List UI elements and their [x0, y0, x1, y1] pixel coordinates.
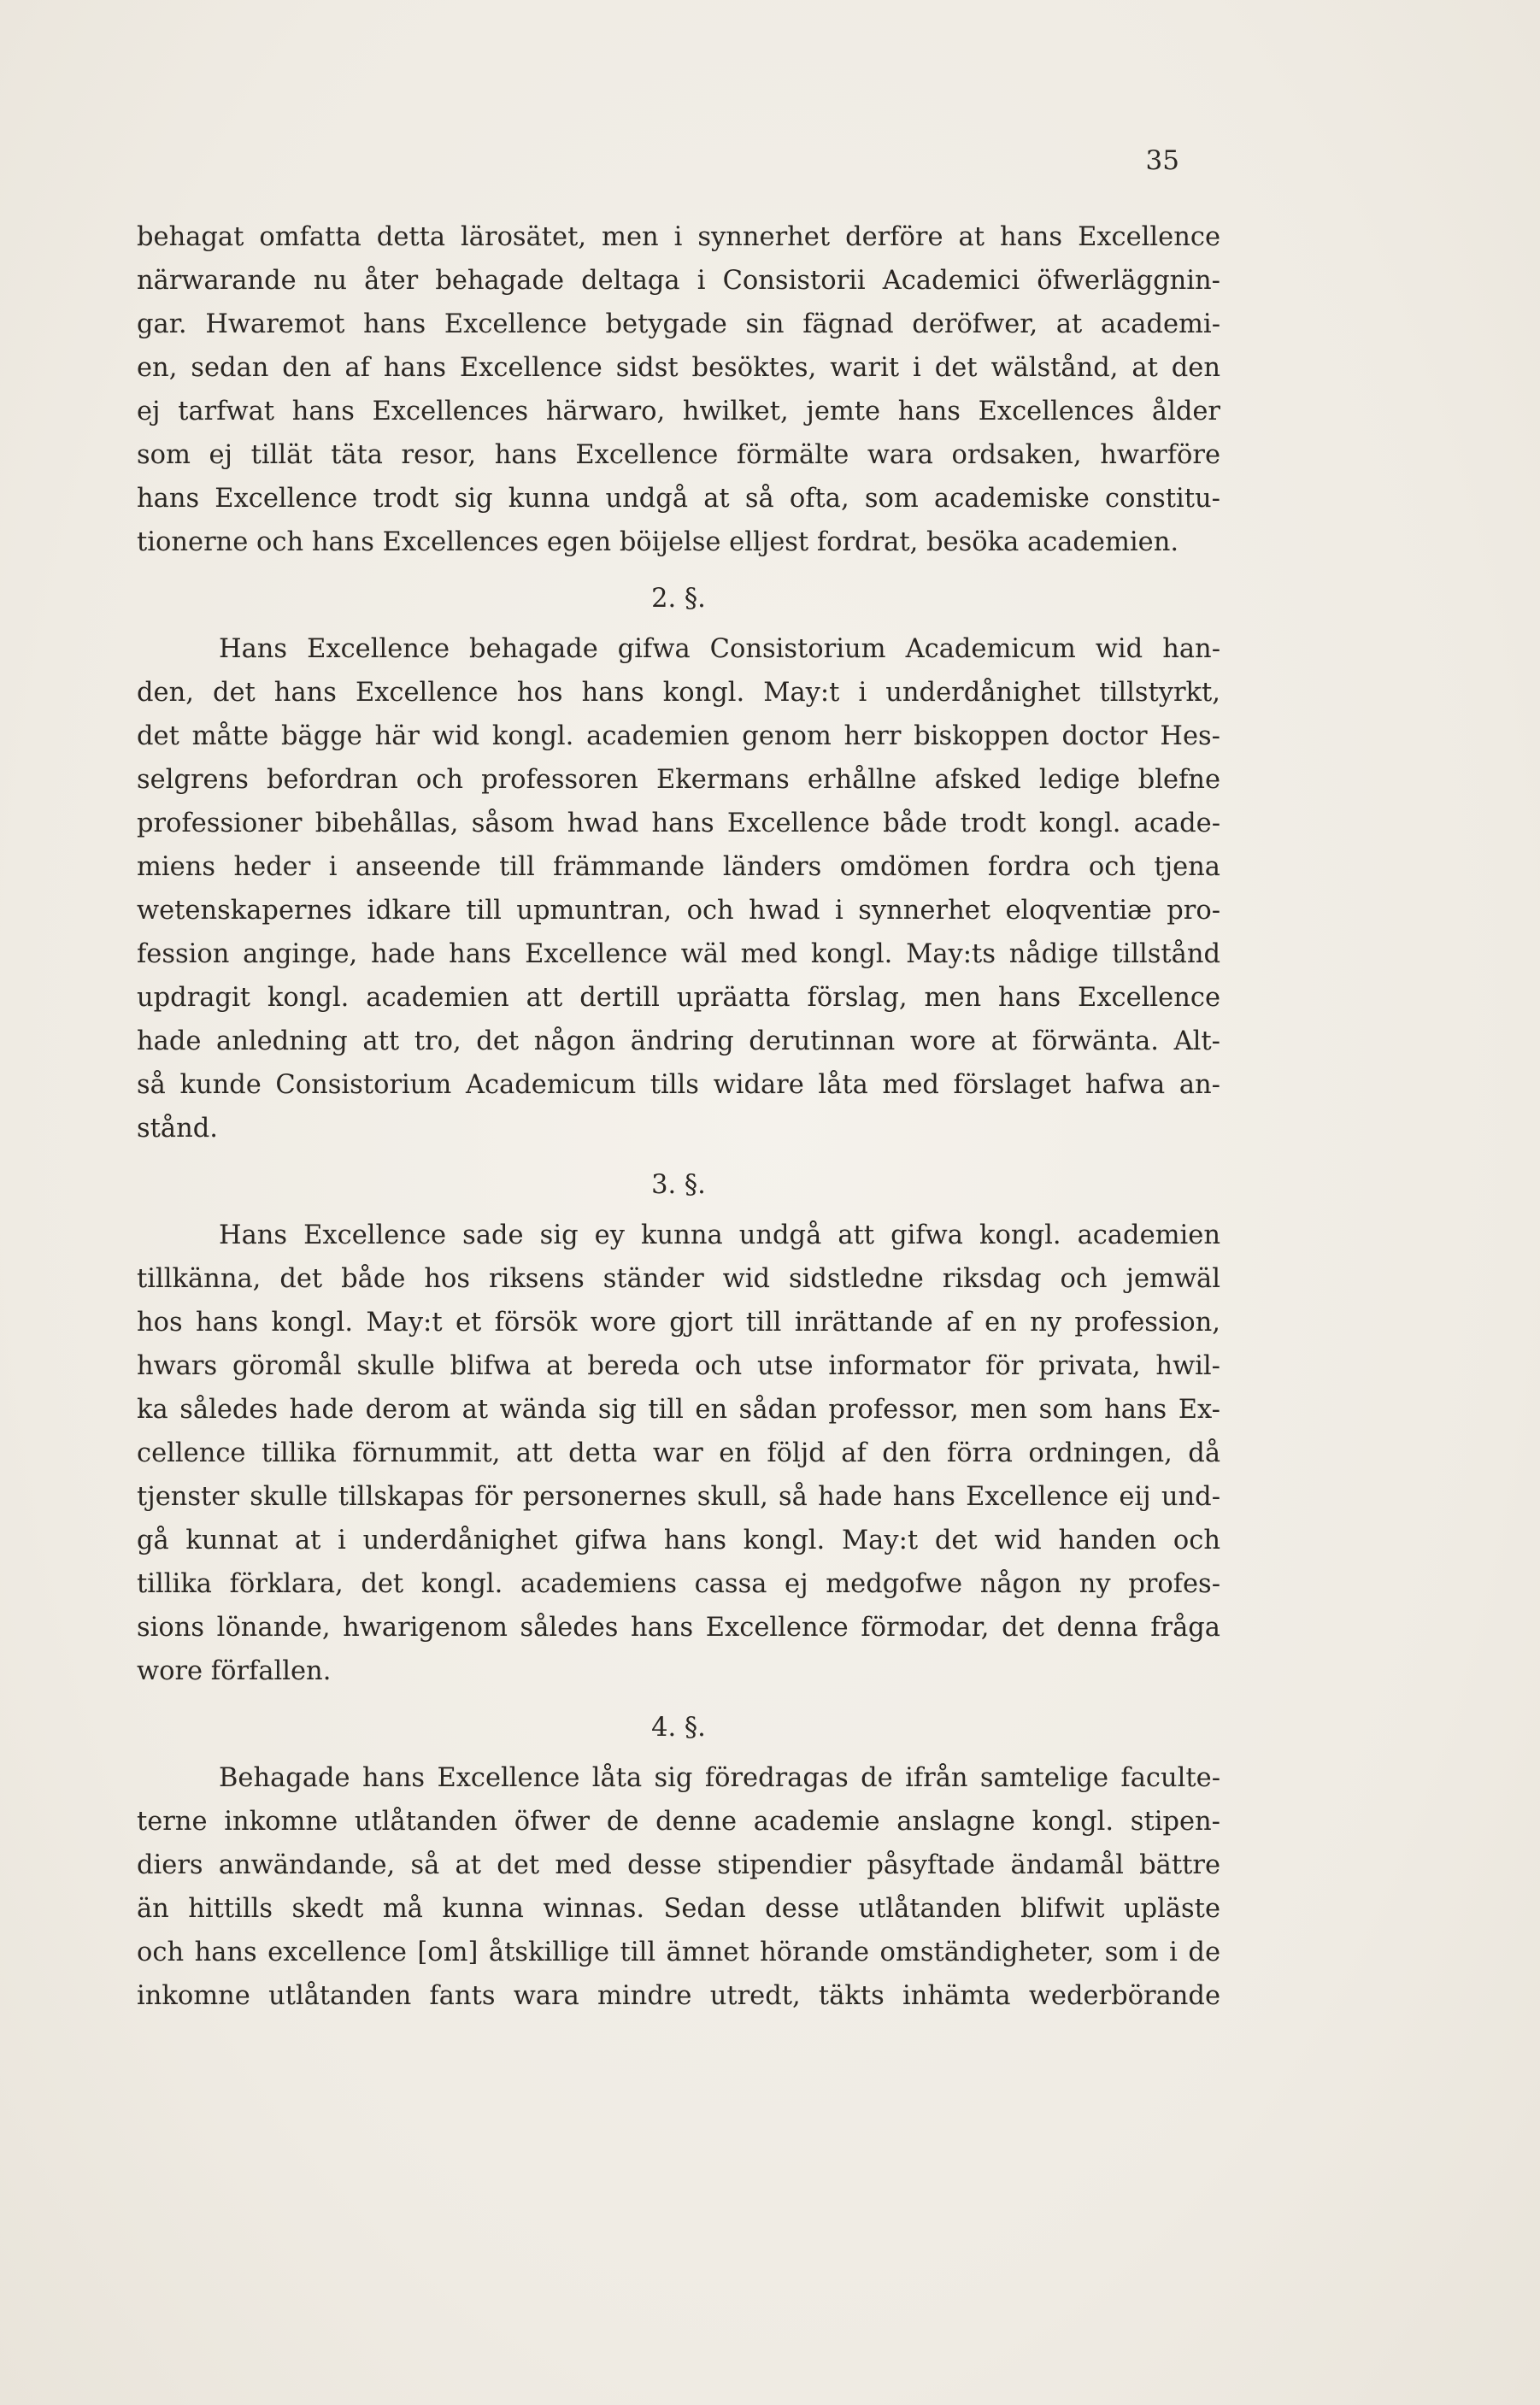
- section-heading: 4. §.: [651, 1713, 706, 1743]
- body-text: [137, 215, 1220, 2018]
- text-line: hos hans kongl. May:t et försök wore gjort till inrättande af en ny profession,: [137, 1308, 1220, 1338]
- text-line: stånd.: [137, 1114, 218, 1144]
- text-line: hans Excellence trodt sig kunna undgå at så ofta, som academiske constitu-: [137, 484, 1220, 514]
- text-line: hwars göromål skulle blifwa at bereda och utse informator för privata, hwil-: [137, 1351, 1220, 1381]
- text-line: och hans excellence [om] åtskillige till ämnet hörande omständigheter, som i de: [137, 1938, 1220, 1967]
- text-line: tillkänna, det både hos riksens ständer wid sidstledne riksdag och jemwäl: [137, 1264, 1220, 1294]
- text-line: wore förfallen.: [137, 1656, 332, 1686]
- text-line: behagat omfatta detta lärosätet, men i synnerhet derföre at hans Excellence: [137, 222, 1220, 252]
- text-line: en, sedan den af hans Excellence sidst besöktes, warit i det wälstånd, at den: [137, 353, 1220, 383]
- text-line: ka således hade derom at wända sig till en sådan professor, men som hans Ex-: [137, 1395, 1220, 1425]
- text-line: selgrens befordran och professoren Ekermans erhållne afsked ledige blefne: [137, 765, 1220, 795]
- text-line: tillika förklara, det kongl. academiens cassa ej medgofwe någon ny profes-: [137, 1569, 1220, 1599]
- paragraph: [137, 1756, 1220, 2018]
- text-line: professioner bibehållas, såsom hwad hans Excellence både trodt kongl. acade-: [137, 809, 1220, 838]
- text-line: närwarande nu åter behagade deltaga i Consistorii Academici öfwerläggnin-: [137, 266, 1220, 296]
- text-line: än hittills skedt må kunna winnas. Sedan desse utlåtanden blifwit upläste: [137, 1894, 1220, 1924]
- text-line: diers anwändande, så at det med desse stipendier påsyftade ändamål bättre: [137, 1850, 1220, 1880]
- text-line: Behagade hans Excellence låta sig föredragas de ifrån samtelige faculte-: [219, 1763, 1220, 1793]
- text-line: terne inkomne utlåtanden öfwer de denne academie anslagne kongl. stipen-: [137, 1807, 1220, 1837]
- section-heading: 3. §.: [651, 1170, 706, 1200]
- text-line: fession anginge, hade hans Excellence wäl med kongl. May:ts nådige tillstånd: [137, 939, 1220, 969]
- text-line: gar. Hwaremot hans Excellence betygade sin fägnad deröfwer, at academi-: [137, 309, 1220, 339]
- text-line: tjenster skulle tillskapas för personernes skull, så hade hans Excellence eij und-: [137, 1482, 1220, 1512]
- text-line: så kunde Consistorium Academicum tills widare låta med förslaget hafwa an-: [137, 1070, 1220, 1100]
- text-line: Hans Excellence sade sig ey kunna undgå att gifwa kongl. academien: [219, 1220, 1220, 1250]
- text-line: tionerne och hans Excellences egen böijelse elljest fordrat, besöka academien.: [137, 527, 1179, 557]
- text-line: det måtte bägge här wid kongl. academien genom herr biskoppen doctor Hes-: [137, 721, 1220, 751]
- text-line: hade anledning att tro, det någon ändring derutinnan wore at förwänta. Alt-: [137, 1026, 1220, 1056]
- text-line: som ej tillät täta resor, hans Excellence förmälte wara ordsaken, hwarföre: [137, 440, 1220, 470]
- text-line: inkomne utlåtanden fants wara mindre utredt, täkts inhämta wederbörande: [137, 1981, 1220, 2011]
- paragraph: [137, 627, 1220, 1150]
- text-line: gå kunnat at i underdånighet gifwa hans kongl. May:t det wid handen och: [137, 1526, 1220, 1555]
- text-line: updragit kongl. academien att dertill upräatta förslag, men hans Excellence: [137, 983, 1220, 1013]
- section-heading: 2. §.: [651, 584, 706, 614]
- text-line: miens heder i anseende till främmande länders omdömen fordra och tjena: [137, 852, 1220, 882]
- paragraph: [137, 1214, 1220, 1693]
- page-number: 35: [1145, 145, 1179, 176]
- text-line: Hans Excellence behagade gifwa Consistorium Academicum wid han-: [219, 634, 1220, 664]
- text-line: ej tarfwat hans Excellences härwaro, hwilket, jemte hans Excellences ålder: [137, 397, 1220, 426]
- text-line: den, det hans Excellence hos hans kongl. May:t i underdånighet tillstyrkt,: [137, 678, 1220, 708]
- text-line: cellence tillika förnummit, att detta war en följd af den förra ordningen, då: [137, 1438, 1220, 1468]
- paragraph: [137, 215, 1220, 564]
- text-line: wetenskapernes idkare till upmuntran, och hwad i synnerhet eloqventiæ pro-: [137, 896, 1220, 926]
- text-line: sions lönande, hwarigenom således hans Excellence förmodar, det denna fråga: [137, 1613, 1220, 1643]
